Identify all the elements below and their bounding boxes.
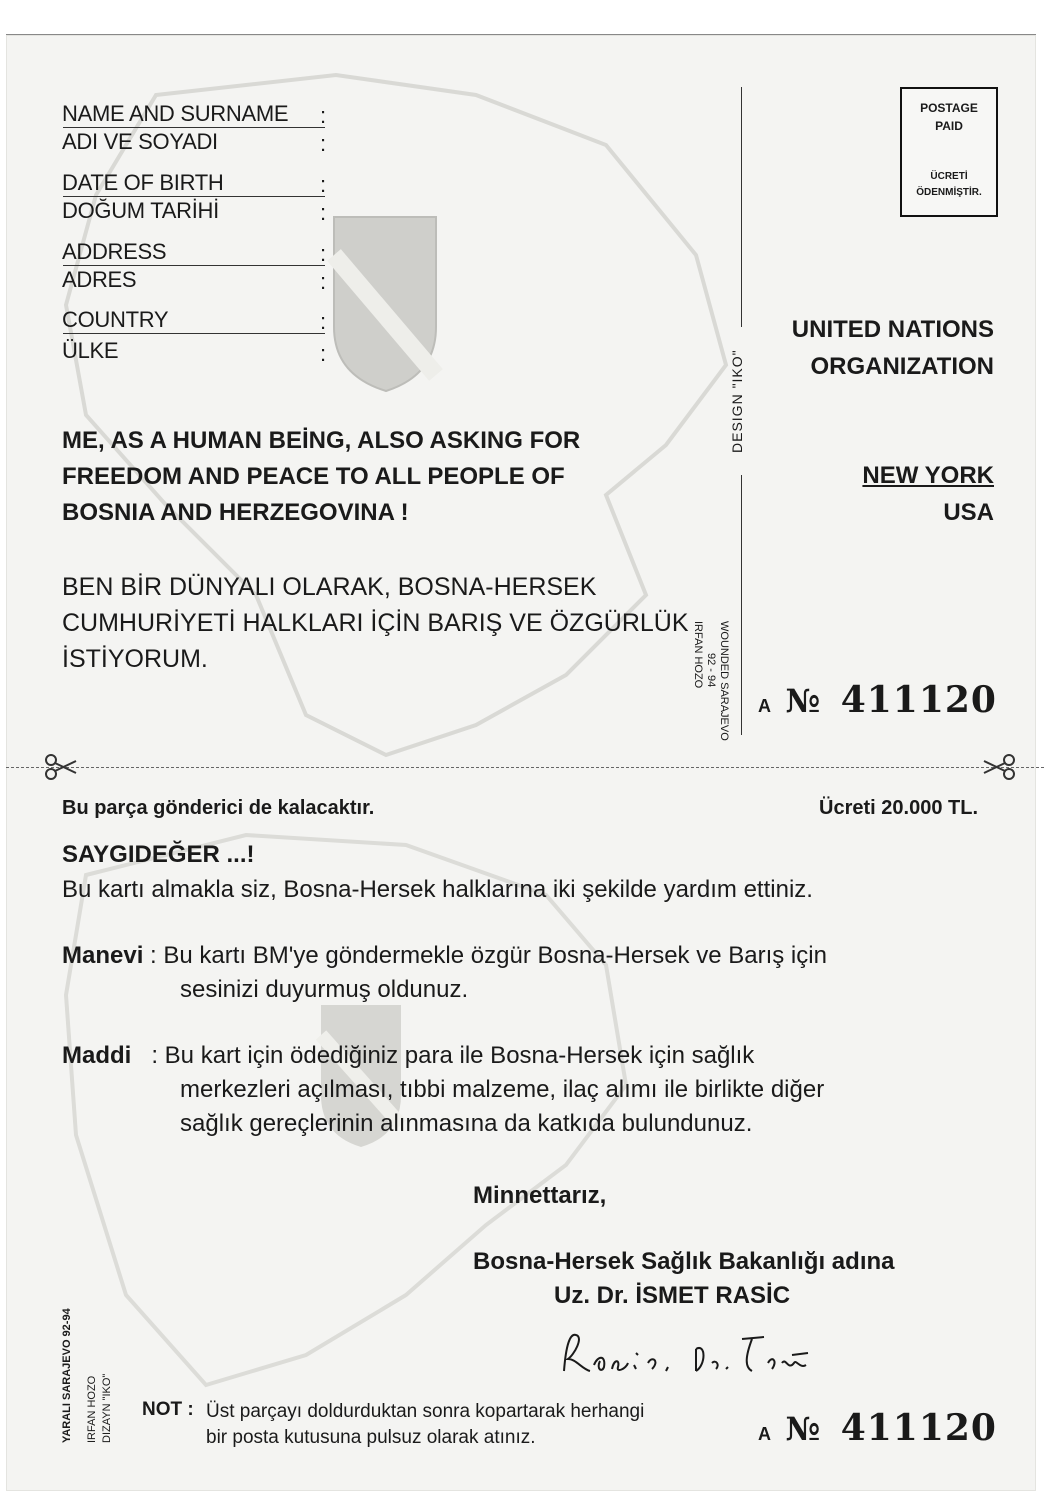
- price: Ücreti 20.000 TL.: [819, 797, 978, 819]
- address-divider-top: [741, 87, 742, 327]
- address-divider-bottom: [741, 475, 742, 735]
- stamp-line: ÜCRETİ: [930, 171, 968, 182]
- note-line: Üst parçayı doldurduktan sonra kopartarak herhangi: [206, 1401, 645, 1422]
- colon: :: [320, 269, 327, 294]
- message-tr-line: BEN BİR DÜNYALI OLARAK, BOSNA-HERSEK: [62, 573, 597, 601]
- credit-line: IRFAN HOZO: [86, 1375, 98, 1443]
- colon: :: [320, 309, 327, 334]
- manevi-paragraph: Manevi : Bu kartı BM'ye göndermekle özgür Bosna-Hersek ve Barış için: [62, 942, 827, 969]
- colon: :: [320, 172, 327, 197]
- country-label-en: COUNTRY: [62, 307, 169, 332]
- message-tr: [62, 569, 689, 677]
- dob-label-en: DATE OF BIRTH: [62, 170, 224, 195]
- message-en-line: ME, AS A HUMAN BEİNG, ALSO ASKING FOR: [62, 427, 581, 454]
- address-label-en: ADDRESS: [62, 239, 167, 264]
- serial-number-lower: [758, 1407, 997, 1449]
- maddi-text-cont: merkezleri açılması, tıbbi malzeme, ilaç alımı ile birlikte diğer: [180, 1076, 825, 1103]
- stamp-line: ÖDENMİŞTİR.: [916, 187, 982, 198]
- coat-of-arms-watermark: [334, 217, 436, 391]
- note-label: NOT :: [142, 1399, 194, 1420]
- doctor-name: Uz. Dr. İSMET RASİC: [554, 1282, 791, 1309]
- colon: :: [320, 103, 327, 128]
- serial-number-upper: [758, 679, 997, 721]
- recipient-line: ORGANIZATION: [810, 353, 994, 380]
- intro-text: Bu kartı almakla siz, Bosna-Hersek halklarına iki şekilde yardım ettiniz.: [62, 876, 813, 903]
- ministry: Bosna-Hersek Sağlık Bakanlığı adına: [473, 1248, 895, 1275]
- postage-paid-box: [900, 87, 998, 217]
- manevi-label: Manevi: [62, 942, 144, 969]
- recipient-address: [792, 311, 994, 385]
- design-credit: DESIGN "IKO": [729, 349, 745, 453]
- credit-line: 92 - 94: [705, 653, 717, 688]
- scissors-icon: [982, 753, 1016, 781]
- colon: :: [320, 200, 327, 225]
- greeting: SAYGIDEĞER ...!: [62, 841, 255, 868]
- serial-number: 411120: [840, 679, 997, 721]
- thanks: Minnettarız,: [473, 1182, 607, 1209]
- address-field-line[interactable]: [63, 265, 325, 266]
- dob-field-line[interactable]: [63, 196, 325, 197]
- signature: [556, 1325, 816, 1385]
- serial-number: 411120: [840, 1407, 997, 1449]
- credit-line: IRFAN HOZO: [692, 621, 704, 689]
- message-en-line: FREEDOM AND PEACE TO ALL PEOPLE OF: [62, 463, 565, 490]
- stamp-line: POSTAGE: [920, 101, 978, 115]
- manevi-text: Bu kartı BM'ye göndermekle özgür Bosna-Hersek ve Barış için: [163, 942, 827, 969]
- address-label-tr: ADRES: [62, 267, 137, 292]
- country-field-line[interactable]: [63, 333, 325, 334]
- recipient-country: USA: [943, 499, 994, 526]
- maddi-text-cont: sağlık gereçlerinin alınmasına da katkıda bulundunuz.: [180, 1110, 753, 1137]
- colon: :: [320, 241, 327, 266]
- credit-line: WOUNDED SARAJEVO: [718, 621, 730, 741]
- note-text: [206, 1399, 644, 1451]
- tear-line[interactable]: [6, 767, 1044, 768]
- colon: :: [320, 131, 327, 156]
- message-tr-line: CUMHURİYETİ HALKLARI İÇİN BARIŞ VE ÖZGÜRLÜK: [62, 609, 689, 637]
- name-label-en: NAME AND SURNAME: [62, 101, 289, 126]
- credit-lower: [60, 1308, 115, 1443]
- maddi-text: Bu kart için ödediğiniz para ile Bosna-Hersek için sağlık: [164, 1042, 755, 1069]
- postcard: [6, 34, 1036, 1491]
- credit-line: YARALI SARAJEVO 92-94: [61, 1308, 73, 1443]
- name-field-line[interactable]: [63, 127, 325, 128]
- colon: :: [320, 341, 327, 366]
- maddi-label: Maddi: [62, 1042, 132, 1069]
- serial-prefix: A: [758, 696, 771, 716]
- note-line: bir posta kutusuna pulsuz olarak atınız.: [206, 1427, 536, 1448]
- serial-prefix: A: [758, 1424, 771, 1444]
- recipient-city-name: NEW YORK: [862, 462, 994, 489]
- numero-sign: №: [785, 682, 821, 720]
- recipient-city: [862, 457, 994, 531]
- credit-line: DIZAYN "IKO": [101, 1373, 113, 1443]
- maddi-paragraph: Maddi : Bu kart için ödediğiniz para ile Bosna-Hersek için sağlık: [62, 1042, 755, 1069]
- scissors-icon: [44, 753, 78, 781]
- credit-upper: [691, 621, 730, 741]
- name-label-tr: ADI VE SOYADI: [62, 129, 218, 154]
- dob-label-tr: DOĞUM TARİHİ: [62, 198, 219, 223]
- recipient-line: UNITED NATIONS: [791, 316, 994, 343]
- manevi-text-cont: sesinizi duyurmuş oldunuz.: [180, 976, 469, 1003]
- message-tr-line: İSTİYORUM.: [62, 645, 208, 673]
- message-en: [62, 423, 580, 531]
- numero-sign: №: [785, 1410, 821, 1448]
- stamp-line: PAID: [935, 119, 963, 133]
- country-label-tr: ÜLKE: [62, 338, 119, 363]
- keep-note: Bu parça gönderici de kalacaktır.: [62, 797, 375, 819]
- message-en-line: BOSNIA AND HERZEGOVINA !: [62, 499, 409, 526]
